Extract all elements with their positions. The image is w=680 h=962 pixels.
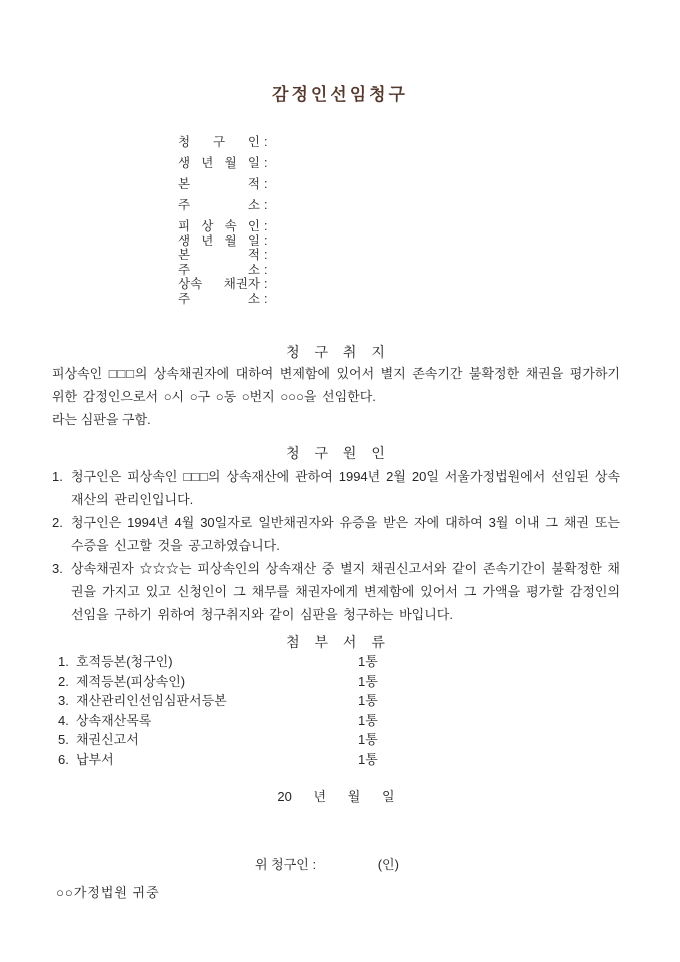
reason-item-text: 상속채권자 ☆☆☆는 피상속인의 상속재산 중 별지 채권신고서와 같이 존속기간이 불확정한 채권을 가지고 있고 신청인이 그 채무를 채권자에게 변제함에 있어서 그 가액을 평가할 감정인의 선임을 구하기 위하여 청구취지와 같이 심판을 청구하는 바입니다.: [71, 561, 620, 622]
reason-item-text: 청구인은 1994년 4월 30일자로 일반채권자와 유증을 받은 자에 대하여 3월 이내 그 채권 또는 수증을 신고할 것을 공고하였습니다.: [71, 515, 620, 553]
field-domicile-2: [178, 248, 620, 263]
document-title: 감정인선임청구: [272, 85, 408, 104]
signer-label: 위 청구인 :: [255, 857, 317, 872]
field-birthdate-2: [178, 234, 620, 249]
date-line: 20 년 월 일: [277, 789, 395, 804]
field-decedent: [178, 219, 620, 234]
field-colon: :: [264, 291, 268, 306]
signer-line: [52, 855, 620, 875]
attachment-name: 채권신고서: [76, 732, 139, 747]
field-label: 생 년 월 일: [178, 233, 260, 248]
attachment-row-5: [52, 730, 620, 750]
reason-item-3: [52, 557, 620, 626]
attachment-number: 5.: [58, 732, 69, 747]
field-colon: :: [264, 177, 268, 191]
field-colon: :: [264, 233, 268, 248]
attachment-name: 호적등본(청구인): [76, 654, 173, 669]
field-colon: :: [264, 135, 268, 149]
attachment-count: 1통: [358, 732, 378, 747]
reason-item-text: 청구인은 피상속인 □□□의 상속재산에 관하여 1994년 2월 20일 서울가정법원에서 선임된 상속재산의 관리인입니다.: [71, 469, 620, 507]
attachment-row-1: [52, 652, 620, 672]
field-inheritance-creditor: [178, 277, 620, 292]
field-label: 주 소: [178, 198, 260, 212]
reason-item-number: 3.: [52, 561, 63, 576]
reason-item-2: [52, 511, 620, 557]
field-colon: :: [264, 277, 268, 291]
attachments-heading: 첨 부 서 류: [286, 634, 386, 650]
attachment-row-3: [52, 691, 620, 711]
field-colon: :: [264, 156, 268, 170]
field-label: 본 적: [178, 177, 260, 191]
field-claimant: [178, 135, 620, 156]
document-body: [0, 135, 680, 903]
field-colon: :: [264, 198, 268, 212]
field-label: 생 년 월 일: [178, 156, 260, 170]
field-label: 본 적: [178, 248, 260, 262]
field-label: 청 구 인: [178, 135, 260, 149]
attachment-row-2: [52, 672, 620, 692]
attachment-count: 1통: [358, 654, 378, 669]
court-line: ○○가정법원 귀중: [56, 885, 160, 900]
party-fields: [178, 135, 620, 306]
field-address-3: [178, 292, 620, 307]
reason-list: [52, 465, 620, 626]
purpose-heading: 청 구 취 지: [286, 344, 386, 360]
field-birthdate: [178, 156, 620, 177]
field-address-2: [178, 263, 620, 278]
attachment-row-6: [52, 750, 620, 770]
field-colon: :: [264, 262, 268, 277]
field-colon: :: [264, 248, 268, 262]
purpose-paragraph: 피상속인 □□□의 상속채권자에 대하여 변제함에 있어서 별지 존속기간 불확정한 채권을 평가하기 위한 감정인으로서 ○시 ○구 ○동 ○번지 ○○○을 선임한다.: [52, 366, 620, 404]
purpose-closing: 라는 심판을 구함.: [52, 412, 151, 427]
attachment-name: 납부서: [76, 751, 114, 767]
reason-item-1: [52, 465, 620, 511]
attachment-name: 재산관리인선임심판서등본: [76, 693, 227, 708]
reason-item-number: 1.: [52, 469, 63, 484]
field-colon: :: [264, 219, 268, 233]
attachment-name: 제적등본(피상속인): [76, 673, 186, 689]
attachment-number: 6.: [58, 751, 69, 767]
field-label: 상속 채권자: [178, 277, 260, 291]
attachment-count: 1통: [358, 673, 378, 689]
attachments-list: [52, 652, 620, 769]
field-domicile: [178, 177, 620, 198]
reason-item-number: 2.: [52, 515, 63, 530]
reason-heading: 청 구 원 인: [286, 445, 386, 461]
attachment-number: 4.: [58, 712, 69, 728]
attachment-number: 2.: [58, 673, 69, 689]
field-label: 주 소: [178, 262, 260, 277]
attachment-count: 1통: [358, 693, 378, 708]
attachment-count: 1통: [358, 712, 378, 728]
attachment-name: 상속재산목록: [76, 712, 152, 728]
field-label: 주 소: [178, 291, 260, 306]
title-row: [0, 0, 680, 105]
field-address: [178, 198, 620, 219]
attachment-row-4: [52, 711, 620, 731]
attachment-count: 1통: [358, 751, 378, 767]
attachment-number: 1.: [58, 654, 69, 669]
attachment-number: 3.: [58, 693, 69, 708]
seal-placeholder: (인): [377, 857, 399, 872]
field-label: 피 상 속 인: [178, 219, 260, 233]
